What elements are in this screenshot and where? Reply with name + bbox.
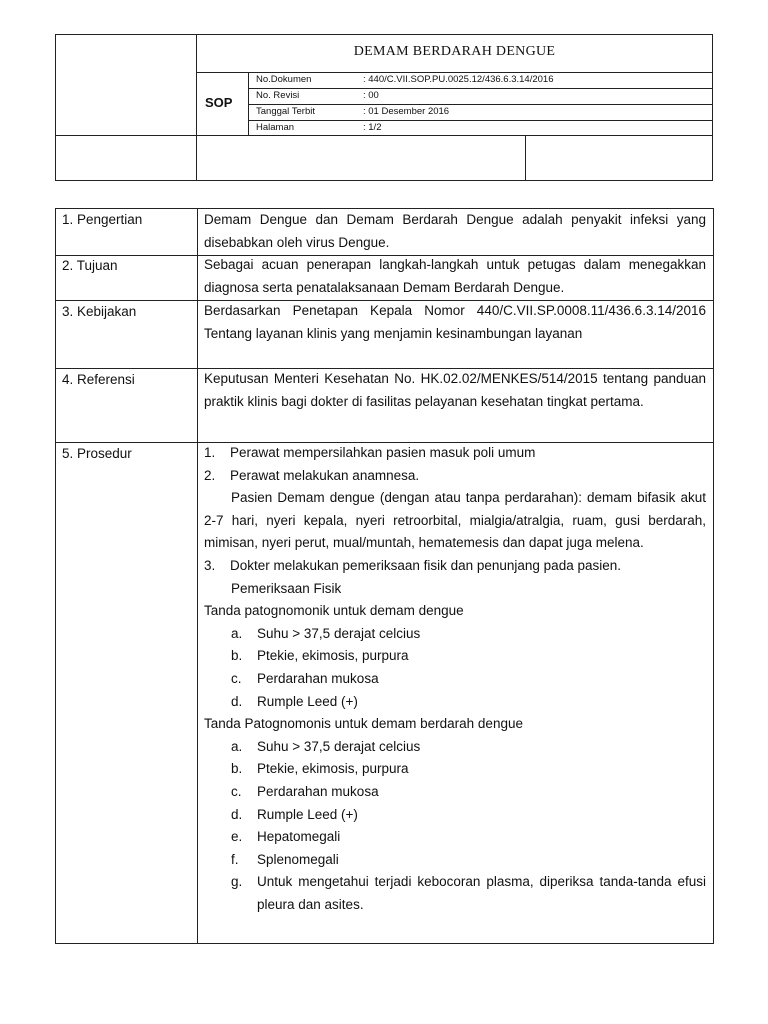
sop-label: SOP: [205, 95, 233, 110]
item-text: Suhu > 37,5 derajat celcius: [257, 625, 421, 641]
meta-label-halaman: Halaman: [256, 122, 295, 133]
section-label-tujuan: 2. Tujuan: [62, 258, 118, 273]
item-letter: a.: [231, 625, 243, 641]
prosedur-content: [204, 442, 706, 916]
item-letter: d.: [231, 693, 243, 709]
item-letter: g.: [231, 874, 243, 890]
section-text-pengertian: Demam Dengue dan Demam Berdarah Dengue adalah penyakit infeksi yang disebabkan oleh virus Dengue.: [204, 212, 706, 250]
dd-item: [204, 668, 706, 691]
prosedur-step-1: [204, 442, 706, 465]
pemeriksaan-fisik-label: Pemeriksaan Fisik: [231, 580, 342, 596]
meta-value-dokumen: : 440/C.VII.SOP.PU.0025.12/436.6.3.14/2016: [363, 74, 554, 85]
meta-value-tanggal: : 01 Desember 2016: [363, 106, 450, 117]
item-text: Perdarahan mukosa: [257, 670, 379, 686]
step-number: 3.: [204, 557, 216, 573]
section-text-referensi: Keputusan Menteri Kesehatan No. HK.02.02/MENKES/514/2015 tentang panduan praktik klinis bagi dokter di fasilitas pelayanan kesehatan tingkat pertama.: [204, 371, 706, 409]
item-text: Rumple Leed (+): [257, 806, 358, 822]
item-letter: b.: [231, 761, 243, 777]
item-text: Hepatomegali: [257, 829, 341, 845]
prosedur-step-2: [204, 465, 706, 488]
anamnesa-paragraph: Pasien Demam dengue (dengan atau tanpa perdarahan): demam bifasik akut 2-7 hari, nyeri kepala, nyeri retroorbital, mialgia/atralgia, ruam, gusi berdarah, mimisan, nyeri perut, mual/muntah, hematemesis dan dapat juga melena.: [204, 490, 706, 551]
dd-item: [204, 691, 706, 714]
item-text: Untuk mengetahui terjadi kebocoran plasma, diperiksa tanda-tanda efusi pleura dan asites.: [257, 874, 706, 912]
step-number: 1.: [204, 445, 216, 460]
document-title: DEMAM BERDARAH DENGUE: [353, 44, 556, 59]
item-text: Suhu > 37,5 derajat celcius: [257, 738, 421, 754]
item-letter: e.: [231, 829, 243, 845]
item-text: Ptekie, ekimosis, purpura: [257, 648, 409, 664]
item-letter: d.: [231, 806, 243, 822]
section-text-kebijakan: Berdasarkan Penetapan Kepala Nomor 440/C.VII.SP.0008.11/436.6.3.14/2016 Tentang layanan klinis yang menjamin kesinambungan layanan: [204, 303, 706, 341]
meta-label-tanggal: Tanggal Terbit: [256, 106, 315, 117]
meta-label-revisi: No. Revisi: [256, 90, 300, 101]
step-text: Perawat melakukan anamnesa.: [230, 467, 420, 483]
item-text: Perdarahan mukosa: [257, 783, 379, 799]
dd-heading: Tanda patognomonik untuk demam dengue: [204, 603, 464, 619]
meta-value-halaman: : 1/2: [363, 122, 382, 133]
section-label-kebijakan: 3. Kebijakan: [62, 304, 137, 319]
item-text: Splenomegali: [257, 851, 339, 867]
dbd-item: [204, 871, 706, 916]
dbd-heading: Tanda Patognomonis untuk demam berdarah dengue: [204, 716, 523, 732]
dbd-item: [204, 736, 706, 759]
prosedur-step-3: [204, 555, 706, 578]
dd-item: [204, 623, 706, 646]
item-letter: f.: [231, 851, 239, 867]
item-letter: b.: [231, 648, 243, 664]
section-label-prosedur: 5. Prosedur: [62, 446, 132, 461]
meta-value-revisi: : 00: [363, 90, 379, 101]
section-label-pengertian: 1. Pengertian: [62, 212, 143, 227]
dbd-item: [204, 781, 706, 804]
section-text-tujuan: Sebagai acuan penerapan langkah-langkah untuk petugas dalam menegakkan diagnosa serta penatalaksanaan Demam Berdarah Dengue.: [204, 257, 706, 295]
step-number: 2.: [204, 467, 216, 483]
step-text: Dokter melakukan pemeriksaan fisik dan penunjang pada pasien.: [230, 557, 621, 573]
dbd-item: [204, 826, 706, 849]
item-text: Rumple Leed (+): [257, 693, 358, 709]
dbd-item: [204, 758, 706, 781]
section-label-referensi: 4. Referensi: [62, 372, 135, 387]
dbd-item: [204, 804, 706, 827]
meta-label-dokumen: No.Dokumen: [256, 74, 312, 85]
item-letter: c.: [231, 783, 242, 799]
dbd-item: [204, 849, 706, 872]
item-text: Ptekie, ekimosis, purpura: [257, 761, 409, 777]
item-letter: a.: [231, 738, 243, 754]
item-letter: c.: [231, 670, 242, 686]
dd-item: [204, 645, 706, 668]
step-text: Perawat mempersilahkan pasien masuk poli umum: [230, 445, 536, 460]
